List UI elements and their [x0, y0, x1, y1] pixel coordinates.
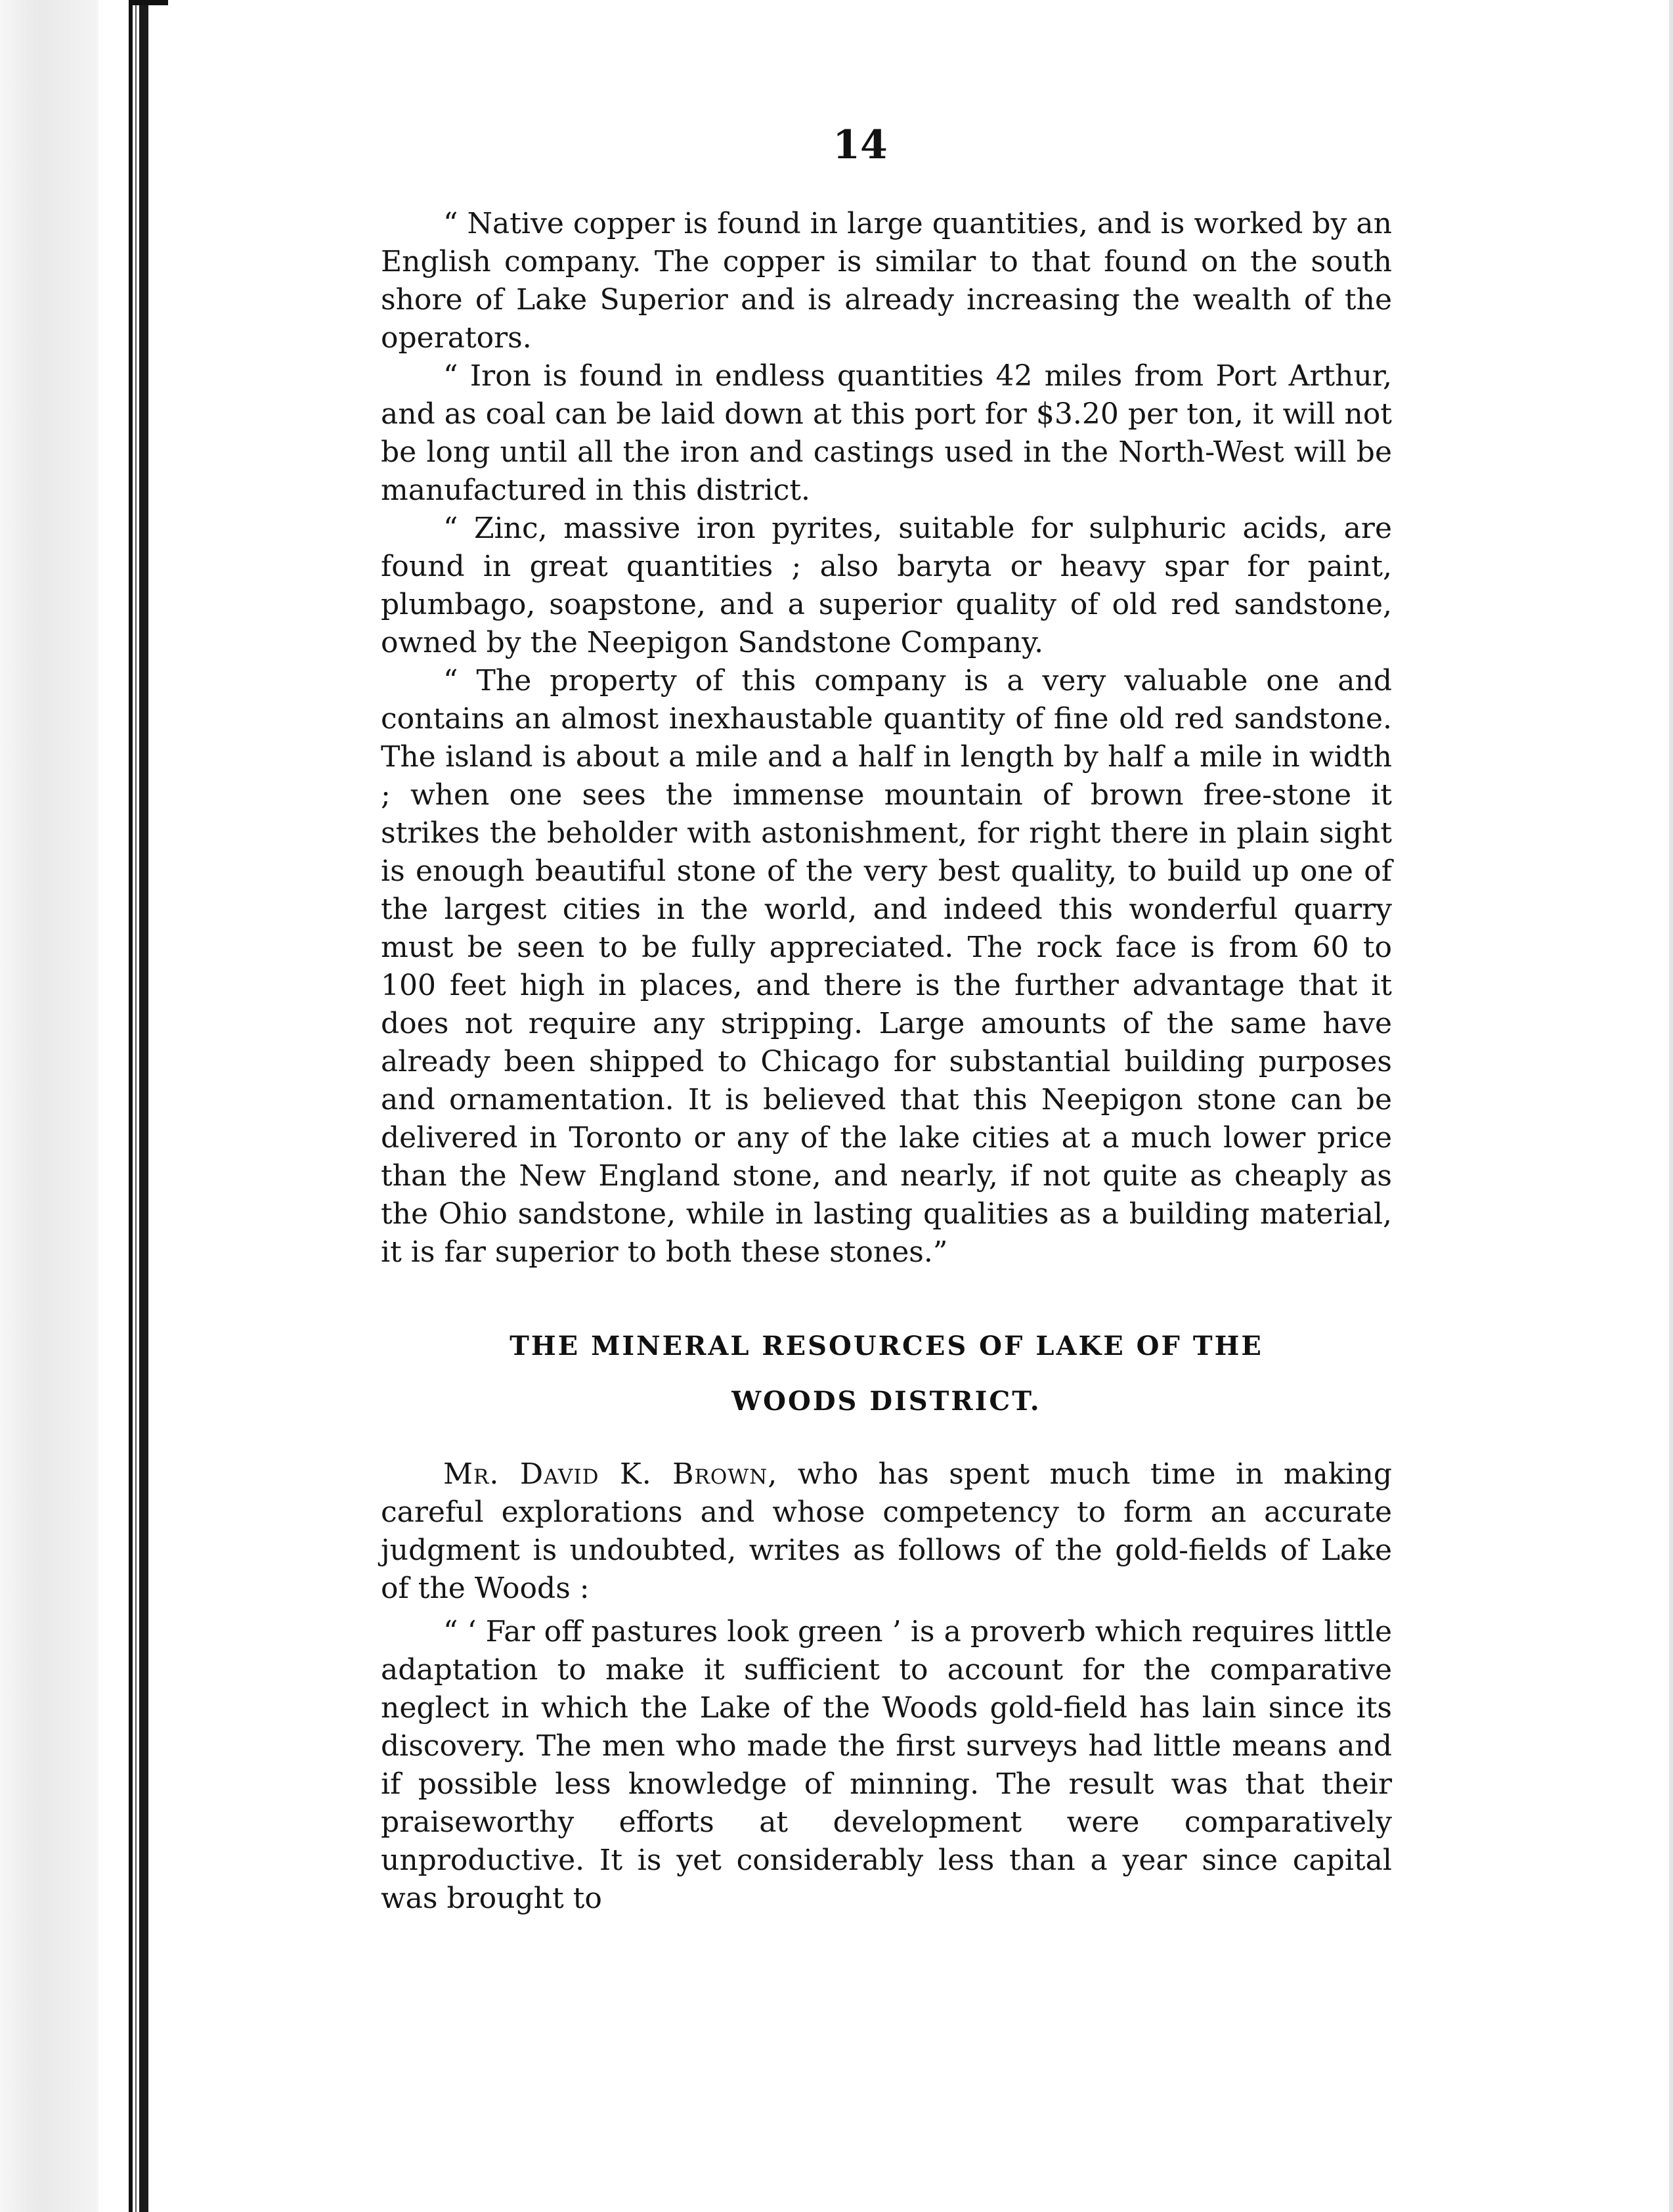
page-number: 14	[833, 122, 888, 168]
binding-corner-mark	[129, 0, 168, 5]
body-text	[381, 205, 1392, 1918]
intro-text: who has spent much time in making careful explorations and whose competency to form an accurate judgment is undoubted, writes as follows of the gold-fields of Lake of the Woods :	[381, 1457, 1393, 1605]
paragraph-native-copper: “ Native copper is found in large quantities, and is worked by an English company. The copper is similar to that found on the south shore of Lake Superior and is already increasing the wealth of the operators.	[381, 207, 1392, 355]
author-name: Mr. David K. Brown,	[443, 1457, 778, 1491]
binding-edge-line	[139, 0, 148, 2212]
binding-edge-line	[135, 0, 137, 2212]
section-heading-line-1: THE MINERAL RESOURCES OF LAKE OF THE	[510, 1331, 1263, 1361]
paragraph-iron: “ Iron is found in endless quantities 42 miles from Port Arthur, and as coal can be laid down at this port for $3.20 per ton, it will not be long until all the iron and castings used in the North-West will be manufactured in this district.	[381, 359, 1392, 507]
paragraph-neepigon-sandstone: “ The property of this company is a very valuable one and contains an almost inexhaustable quantity of fine old red sandstone. The island is about a mile and a half in length by half a mile in width ; when one sees the immense mountain of brown free-stone it strikes the beholder with astonishment, for right there in plain sight is enough beautiful stone of the very best quality, to build up one of the largest cities in the world, and indeed this wonderful quarry must be seen to be fully appreciated. The rock face is from 60 to 100 feet high in places, and there is the further advantage that it does not require any stripping. Large amounts of the same have already been shipped to Chicago for substantial building purposes and ornamentation. It is believed that this Neepigon stone can be delivered in Toronto or any of the lake cities at a much lower price than the New England stone, and nearly, if not quite as cheaply as the Ohio sandstone, while in lasting qualities as a building material, it is far superior to both these stones.”	[381, 664, 1392, 1269]
binding-shadow	[0, 0, 98, 2212]
section-heading	[381, 1319, 1392, 1429]
paragraph-zinc: “ Zinc, massive iron pyrites, suitable for sulphuric acids, are found in great quantities ; also baryta or heavy spar for paint, plumbago, soapstone, and a superior quality of old red sandstone, owned by the Neepigon Sandstone Company.	[381, 512, 1392, 659]
section-heading-line-2: WOODS DISTRICT.	[731, 1386, 1041, 1417]
binding-edge-line	[129, 0, 133, 2212]
paragraph-quote: “ ‘ Far off pastures look green ’ is a proverb which requires little adaptation to make it sufficient to account for the comparative neglect in which the Lake of the Woods gold-field has lain since its discovery. The men who made the first surveys had little means and if possible less knowledge of minning. The result was that their praiseworthy efforts at development were comparatively unproductive. It is yet considerably less than a year since capital was brought to	[381, 1615, 1392, 1915]
page-right-edge	[1669, 0, 1673, 2212]
paragraph-intro	[381, 1455, 1392, 1608]
